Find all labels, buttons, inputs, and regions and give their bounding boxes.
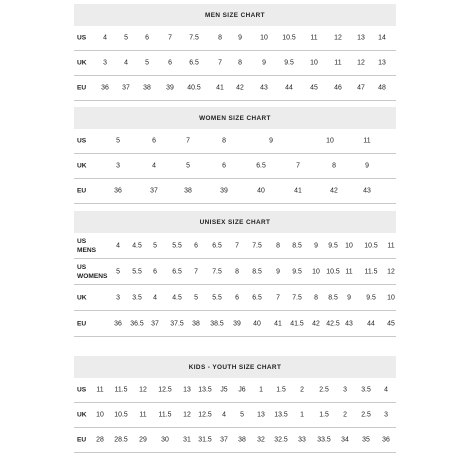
size-cell: 14	[378, 34, 386, 42]
size-cell: 4	[153, 294, 157, 301]
size-cell: 40	[257, 187, 265, 195]
size-cell: 12	[357, 59, 365, 67]
size-cell: 7.5	[292, 294, 302, 301]
size-cell: 30	[161, 436, 169, 444]
size-cell: 7.5	[189, 34, 199, 42]
size-cell: 3	[343, 386, 347, 394]
size-cell: 11	[310, 34, 318, 42]
table-row	[74, 51, 396, 76]
size-cell: 2.5	[361, 411, 371, 419]
size-cell: 13.5	[274, 411, 288, 419]
size-cell: 4.5	[172, 294, 182, 301]
row-label: UK	[77, 59, 87, 67]
size-cell: 6.5	[212, 242, 222, 249]
size-cell: 9.5	[292, 268, 302, 275]
size-cell: 6.5	[189, 59, 199, 67]
size-cell: 10	[312, 268, 320, 275]
table-row	[74, 129, 396, 154]
size-cell: 7	[218, 59, 222, 67]
size-cell: 6.5	[252, 294, 262, 301]
row-label: US	[77, 386, 87, 394]
row-label: EU	[77, 84, 87, 92]
table-row	[74, 179, 396, 204]
size-cell: 6	[235, 294, 239, 301]
size-cell: 42	[330, 187, 338, 195]
size-cell: 32.5	[274, 436, 288, 444]
table-row	[74, 26, 396, 51]
size-cell: 4.5	[132, 242, 142, 249]
size-cell: 12	[387, 268, 395, 275]
size-cell: 42	[236, 84, 244, 92]
size-cell: 39	[233, 320, 241, 327]
row-label: EU	[77, 436, 87, 444]
size-cell: 6	[194, 242, 198, 249]
size-cell: 5.5	[172, 242, 182, 249]
size-cell: 1.5	[319, 411, 329, 419]
size-cell: 8.5	[328, 294, 338, 301]
size-cell: 8	[332, 162, 336, 170]
size-cell: 7.5	[212, 268, 222, 275]
size-cell: 9	[269, 137, 273, 145]
size-cell: 10	[387, 294, 395, 301]
size-cell: 3	[384, 411, 388, 419]
size-cell: 10	[345, 242, 353, 249]
size-cell: 29	[139, 436, 147, 444]
size-cell: 45	[387, 320, 395, 327]
size-cell: 12.5	[198, 411, 212, 419]
size-cell: 5.5	[212, 294, 222, 301]
size-cell: 36	[382, 436, 390, 444]
size-cell: 3.5	[361, 386, 371, 394]
size-cell: 10.5	[326, 268, 340, 275]
size-cell: 10.5	[114, 411, 128, 419]
size-cell: 6	[168, 59, 172, 67]
size-cell: 42	[312, 320, 320, 327]
size-cell: 3	[116, 294, 120, 301]
size-cell: 7	[168, 34, 172, 42]
size-cell: 36.5	[130, 320, 144, 327]
size-cell: 11	[139, 411, 147, 419]
size-cell: 39	[166, 84, 174, 92]
size-cell: 6	[153, 268, 157, 275]
size-cell: 34	[341, 436, 349, 444]
size-cell: 11	[363, 137, 371, 145]
size-cell: 33.5	[317, 436, 331, 444]
size-cell: 4	[384, 386, 388, 394]
size-cell: 38	[143, 84, 151, 92]
size-cell: 7.5	[252, 242, 262, 249]
size-cell: 6.5	[172, 268, 182, 275]
size-cell: 38	[192, 320, 200, 327]
size-cell: 38	[238, 436, 246, 444]
size-cell: 11	[387, 242, 395, 249]
table-row	[74, 285, 396, 311]
size-cell: 8	[238, 59, 242, 67]
size-cell: 36	[114, 187, 122, 195]
size-cell: 8	[222, 137, 226, 145]
size-cell: 37	[220, 436, 228, 444]
size-cell: 31	[183, 436, 191, 444]
size-cell: 8	[218, 34, 222, 42]
men-size-chart	[74, 4, 396, 101]
table-row	[74, 76, 396, 101]
size-cell: 47	[357, 84, 365, 92]
size-cell: 10.5	[282, 34, 296, 42]
size-cell: 10	[310, 59, 318, 67]
row-label: UK	[77, 294, 87, 301]
size-cell: 6	[145, 34, 149, 42]
size-cell: 3.5	[132, 294, 142, 301]
size-cell: 4	[222, 411, 226, 419]
kids-youth-size-chart	[74, 356, 396, 453]
size-cell: 8	[314, 294, 318, 301]
row-label: UK	[77, 162, 87, 170]
size-cell: 6.5	[256, 162, 266, 170]
size-cell: 37.5	[170, 320, 184, 327]
size-cell: 4	[152, 162, 156, 170]
row-label: US WOMENS	[77, 263, 108, 280]
size-cell: 38	[184, 187, 192, 195]
size-cell: 2	[343, 411, 347, 419]
size-cell: 5	[116, 268, 120, 275]
size-cell: 37	[122, 84, 130, 92]
size-cell: 37	[150, 187, 158, 195]
size-cell: 9	[238, 34, 242, 42]
size-cell: 4	[124, 59, 128, 67]
size-cell: 5	[116, 137, 120, 145]
size-cell: 44	[367, 320, 375, 327]
size-cell: 9.5	[366, 294, 376, 301]
size-cell: 11	[345, 268, 353, 275]
size-cell: 11	[96, 386, 104, 394]
size-cell: 1	[300, 411, 304, 419]
size-cell: 12.5	[158, 386, 172, 394]
size-cell: 9	[276, 268, 280, 275]
size-cell: 43	[345, 320, 353, 327]
row-label: US	[77, 34, 87, 42]
size-cell: 9.5	[328, 242, 338, 249]
size-cell: 38.5	[210, 320, 224, 327]
size-cell: 37	[151, 320, 159, 327]
chart-title: UNISEX SIZE CHART	[74, 211, 396, 233]
size-cell: 11.5	[364, 268, 378, 275]
table-row	[74, 378, 396, 403]
size-cell: 45	[310, 84, 318, 92]
row-label: US	[77, 137, 87, 145]
size-cell: 12	[334, 34, 342, 42]
size-cell: 36	[114, 320, 122, 327]
size-cell: 5	[145, 59, 149, 67]
size-cell: 31.5	[198, 436, 212, 444]
size-cell: 7	[194, 268, 198, 275]
size-cell: 41	[274, 320, 282, 327]
women-size-chart	[74, 107, 396, 204]
unisex-size-chart	[74, 211, 396, 337]
size-cell: 13.5	[198, 386, 212, 394]
row-label: UK	[77, 411, 87, 419]
size-cell: 13	[257, 411, 265, 419]
size-cell: 3	[103, 59, 107, 67]
size-cell: 9.5	[284, 59, 294, 67]
size-cell: 41	[216, 84, 224, 92]
row-label: EU	[77, 320, 87, 327]
size-cell: 9	[365, 162, 369, 170]
size-cell: 7	[276, 294, 280, 301]
size-cell: 10	[326, 137, 334, 145]
size-cell: 8	[235, 268, 239, 275]
size-cell: 5	[124, 34, 128, 42]
size-cell: 10	[96, 411, 104, 419]
table-row	[74, 154, 396, 179]
size-cell: 7	[235, 242, 239, 249]
size-cell: 13	[378, 59, 386, 67]
size-cell: 11	[334, 59, 342, 67]
size-cell: 5	[240, 411, 244, 419]
size-cell: 13	[357, 34, 365, 42]
size-cell: 33	[298, 436, 306, 444]
size-cell: J5	[220, 386, 228, 394]
size-cell: 8.5	[252, 268, 262, 275]
size-cell: 40.5	[187, 84, 201, 92]
size-cell: 12	[139, 386, 147, 394]
size-cell: 35	[362, 436, 370, 444]
chart-title: KIDS - YOUTH SIZE CHART	[74, 356, 396, 378]
size-cell: 3	[116, 162, 120, 170]
size-cell: 10	[260, 34, 268, 42]
size-cell: 2.5	[319, 386, 329, 394]
size-cell: 1	[259, 386, 263, 394]
size-cell: 2	[300, 386, 304, 394]
row-label: US MENS	[77, 237, 97, 254]
table-row	[74, 259, 396, 285]
size-cell: 9	[347, 294, 351, 301]
size-cell: 5	[153, 242, 157, 249]
size-cell: 42.5	[326, 320, 340, 327]
size-cell: 8.5	[292, 242, 302, 249]
size-cell: 5.5	[132, 268, 142, 275]
size-cell: 44	[285, 84, 293, 92]
size-cell: 12	[183, 411, 191, 419]
table-row	[74, 233, 396, 259]
size-cell: 9	[262, 59, 266, 67]
size-cell: 1.5	[276, 386, 286, 394]
size-cell: 48	[378, 84, 386, 92]
size-cell: 32	[257, 436, 265, 444]
size-cell: 5	[186, 162, 190, 170]
size-cell: J6	[238, 386, 246, 394]
table-row	[74, 403, 396, 428]
size-cell: 40	[253, 320, 261, 327]
size-cell: 41	[294, 187, 302, 195]
size-cell: 4	[116, 242, 120, 249]
size-cell: 4	[103, 34, 107, 42]
size-cell: 10.5	[364, 242, 378, 249]
chart-title: WOMEN SIZE CHART	[74, 107, 396, 129]
size-cell: 7	[186, 137, 190, 145]
size-cell: 13	[183, 386, 191, 394]
size-cell: 6	[222, 162, 226, 170]
size-cell: 43	[260, 84, 268, 92]
size-cell: 8	[276, 242, 280, 249]
size-cell: 43	[363, 187, 371, 195]
size-cell: 11.5	[114, 386, 128, 394]
size-cell: 46	[334, 84, 342, 92]
table-row	[74, 428, 396, 453]
size-cell: 28.5	[114, 436, 128, 444]
size-cell: 6	[152, 137, 156, 145]
size-cell: 36	[101, 84, 109, 92]
size-cell: 7	[296, 162, 300, 170]
size-cell: 5	[194, 294, 198, 301]
chart-title: MEN SIZE CHART	[74, 4, 396, 26]
table-row	[74, 311, 396, 337]
row-label: EU	[77, 187, 87, 195]
size-cell: 11.5	[158, 411, 172, 419]
size-cell: 41.5	[290, 320, 304, 327]
size-cell: 28	[96, 436, 104, 444]
size-cell: 39	[220, 187, 228, 195]
size-cell: 9	[314, 242, 318, 249]
